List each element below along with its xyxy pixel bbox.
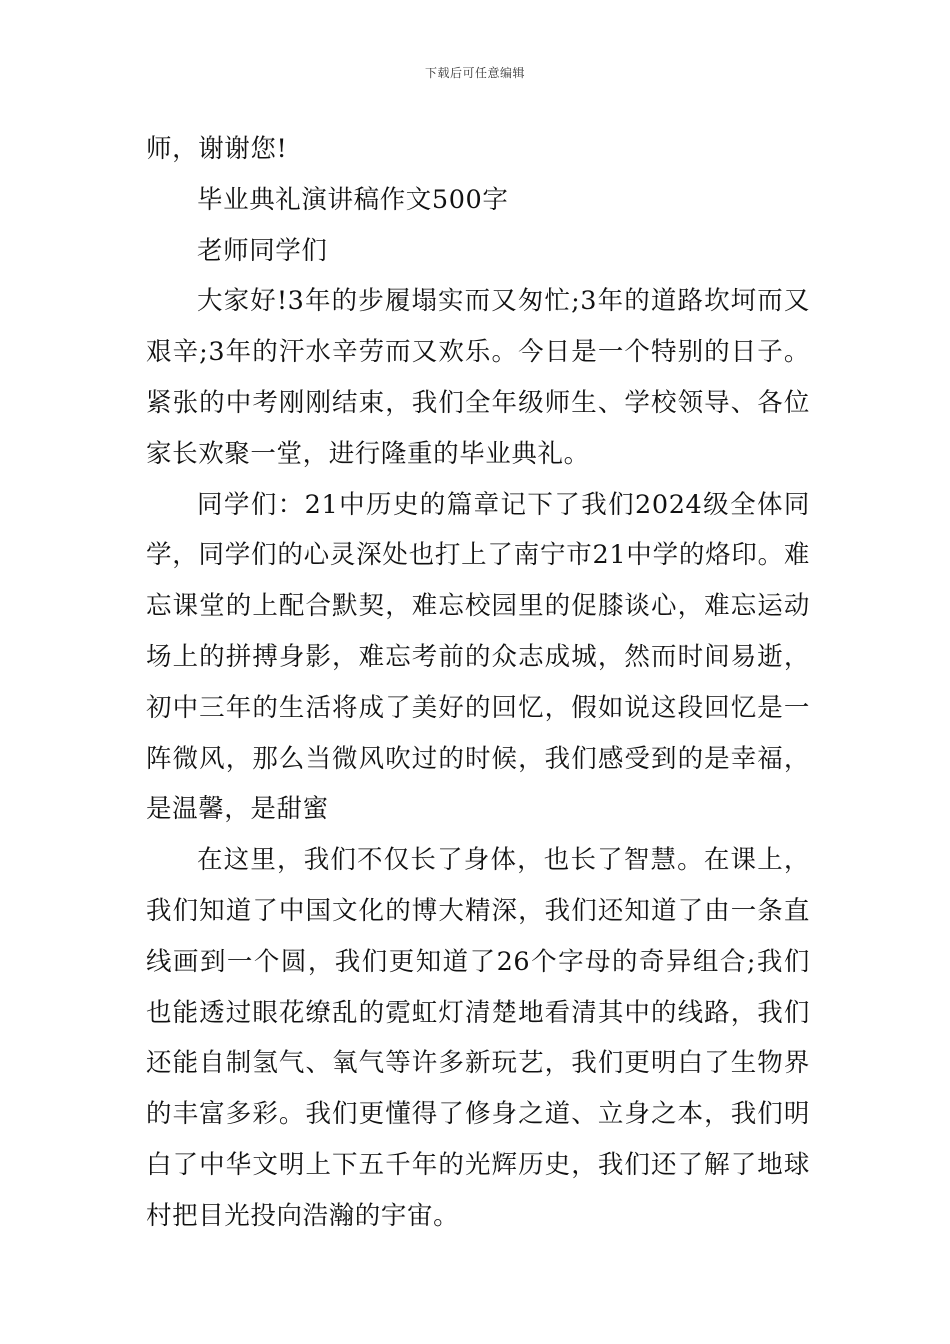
- salutation: 老师同学们: [197, 235, 328, 266]
- paragraph: 在这里，我们不仅长了身体，也长了智慧。在课上，我们知道了中国文化的博大精深，我们还知道了由一条直线画到一个圆，我们更知道了26个字母的奇异组合;我们也能透过眼花缭乱的霓虹灯清楚地看清其中的线路，我们还能自制氢气、氧气等许多新玩艺，我们更明白了生物界的丰富多彩。我们更懂得了修身之道、立身之本，我们明白了中华文明上下五千年的光辉历史，我们还了解了地球村把目光投向浩瀚的宇宙。: [146, 845, 810, 1231]
- document-body: [146, 124, 810, 1242]
- document-title: 毕业典礼演讲稿作文500字: [197, 184, 509, 215]
- paragraph: 大家好!3年的步履塌实而又匆忙;3年的道路坎坷而又艰辛;3年的汗水辛劳而又欢乐。今日是一个特别的日子。紧张的中考刚刚结束，我们全年级师生、学校领导、各位家长欢聚一堂，进行隆重的毕业典礼。: [146, 286, 810, 469]
- paragraph: 同学们：21中历史的篇章记下了我们2024级全体同学，同学们的心灵深处也打上了南宁市21中学的烙印。难忘课堂的上配合默契，难忘校园里的促膝谈心，难忘运动场上的拼搏身影，难忘考前的众志成城，然而时间易逝，初中三年的生活将成了美好的回忆，假如说这段回忆是一阵微风，那么当微风吹过的时候，我们感受到的是幸福，是温馨，是甜蜜: [146, 489, 810, 825]
- page-header: 下载后可任意编辑: [424, 66, 525, 80]
- paragraph-closing: 师，谢谢您!: [146, 134, 288, 164]
